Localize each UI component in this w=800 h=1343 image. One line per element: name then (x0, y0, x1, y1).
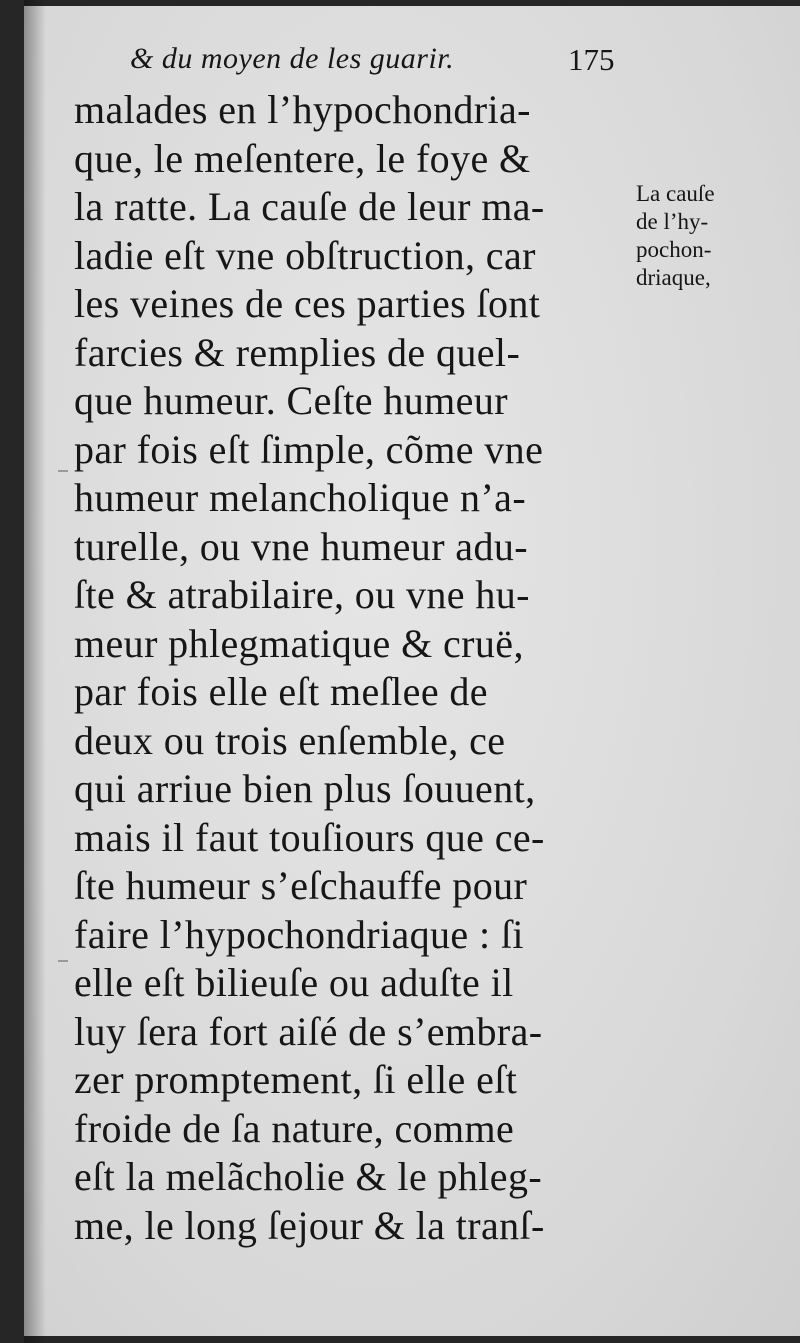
marginal-note-line: La cauſe (636, 181, 715, 206)
text-line: que, le meſentere, le foye & (74, 135, 531, 181)
body-text (74, 86, 654, 1250)
text-line: qui arriue bien plus ſouuent, (74, 766, 536, 811)
text-line: faire l’hypochondriaque : ſi (74, 911, 524, 957)
text-line: que humeur. Ceſte humeur (74, 378, 508, 423)
text-line: la ratte. La cauſe de leur ma- (74, 184, 545, 229)
text-line: malades en l’hypochondria- (74, 87, 531, 132)
text-line: par fois elle eſt meſlee de (74, 669, 488, 714)
marginal-note-line: driaque, (636, 265, 711, 290)
page-number: 175 (568, 42, 615, 77)
spine-shadow (24, 0, 46, 1343)
margin-tick (58, 960, 68, 962)
marginal-note-line: pochon- (636, 237, 712, 262)
marginal-note-line: de l’hy- (636, 209, 709, 234)
text-line: ladie eſt vne obſtruction, car (74, 232, 536, 278)
text-line: par fois eſt ſimple, cõme vne (74, 426, 544, 472)
marginal-note (636, 180, 786, 292)
running-title: & du moyen de les guarir. (130, 42, 455, 75)
text-line: mais il faut touſiours que ce- (74, 814, 545, 860)
text-line: turelle, ou vne humeur adu- (74, 523, 528, 569)
text-line: elle eſt bilieuſe ou aduſte il (74, 960, 514, 1005)
text-line: zer promptement, ſi elle eſt (74, 1057, 518, 1102)
text-line: luy ſera fort aiſé de s’embra- (74, 1008, 543, 1054)
text-line: me, le long ſejour & la tranſ- (74, 1202, 545, 1248)
text-line: ſte humeur s’eſchauffe pour (74, 863, 528, 908)
text-line: les veines de ces parties ſont (74, 281, 541, 326)
text-line: farcies & remplies de quel- (74, 329, 521, 375)
text-line: deux ou trois enſemble, ce (74, 717, 506, 763)
text-line: eſt la melãcholie & le phleg- (74, 1154, 543, 1199)
text-line: froide de ſa nature, comme (74, 1105, 515, 1151)
text-line: ſte & atrabilaire, ou vne hu- (74, 572, 530, 617)
running-header (130, 42, 650, 92)
text-line: humeur melancholique n’a- (74, 475, 527, 520)
text-line: meur phlegmatique & cruë, (74, 620, 524, 666)
margin-tick (58, 470, 68, 472)
